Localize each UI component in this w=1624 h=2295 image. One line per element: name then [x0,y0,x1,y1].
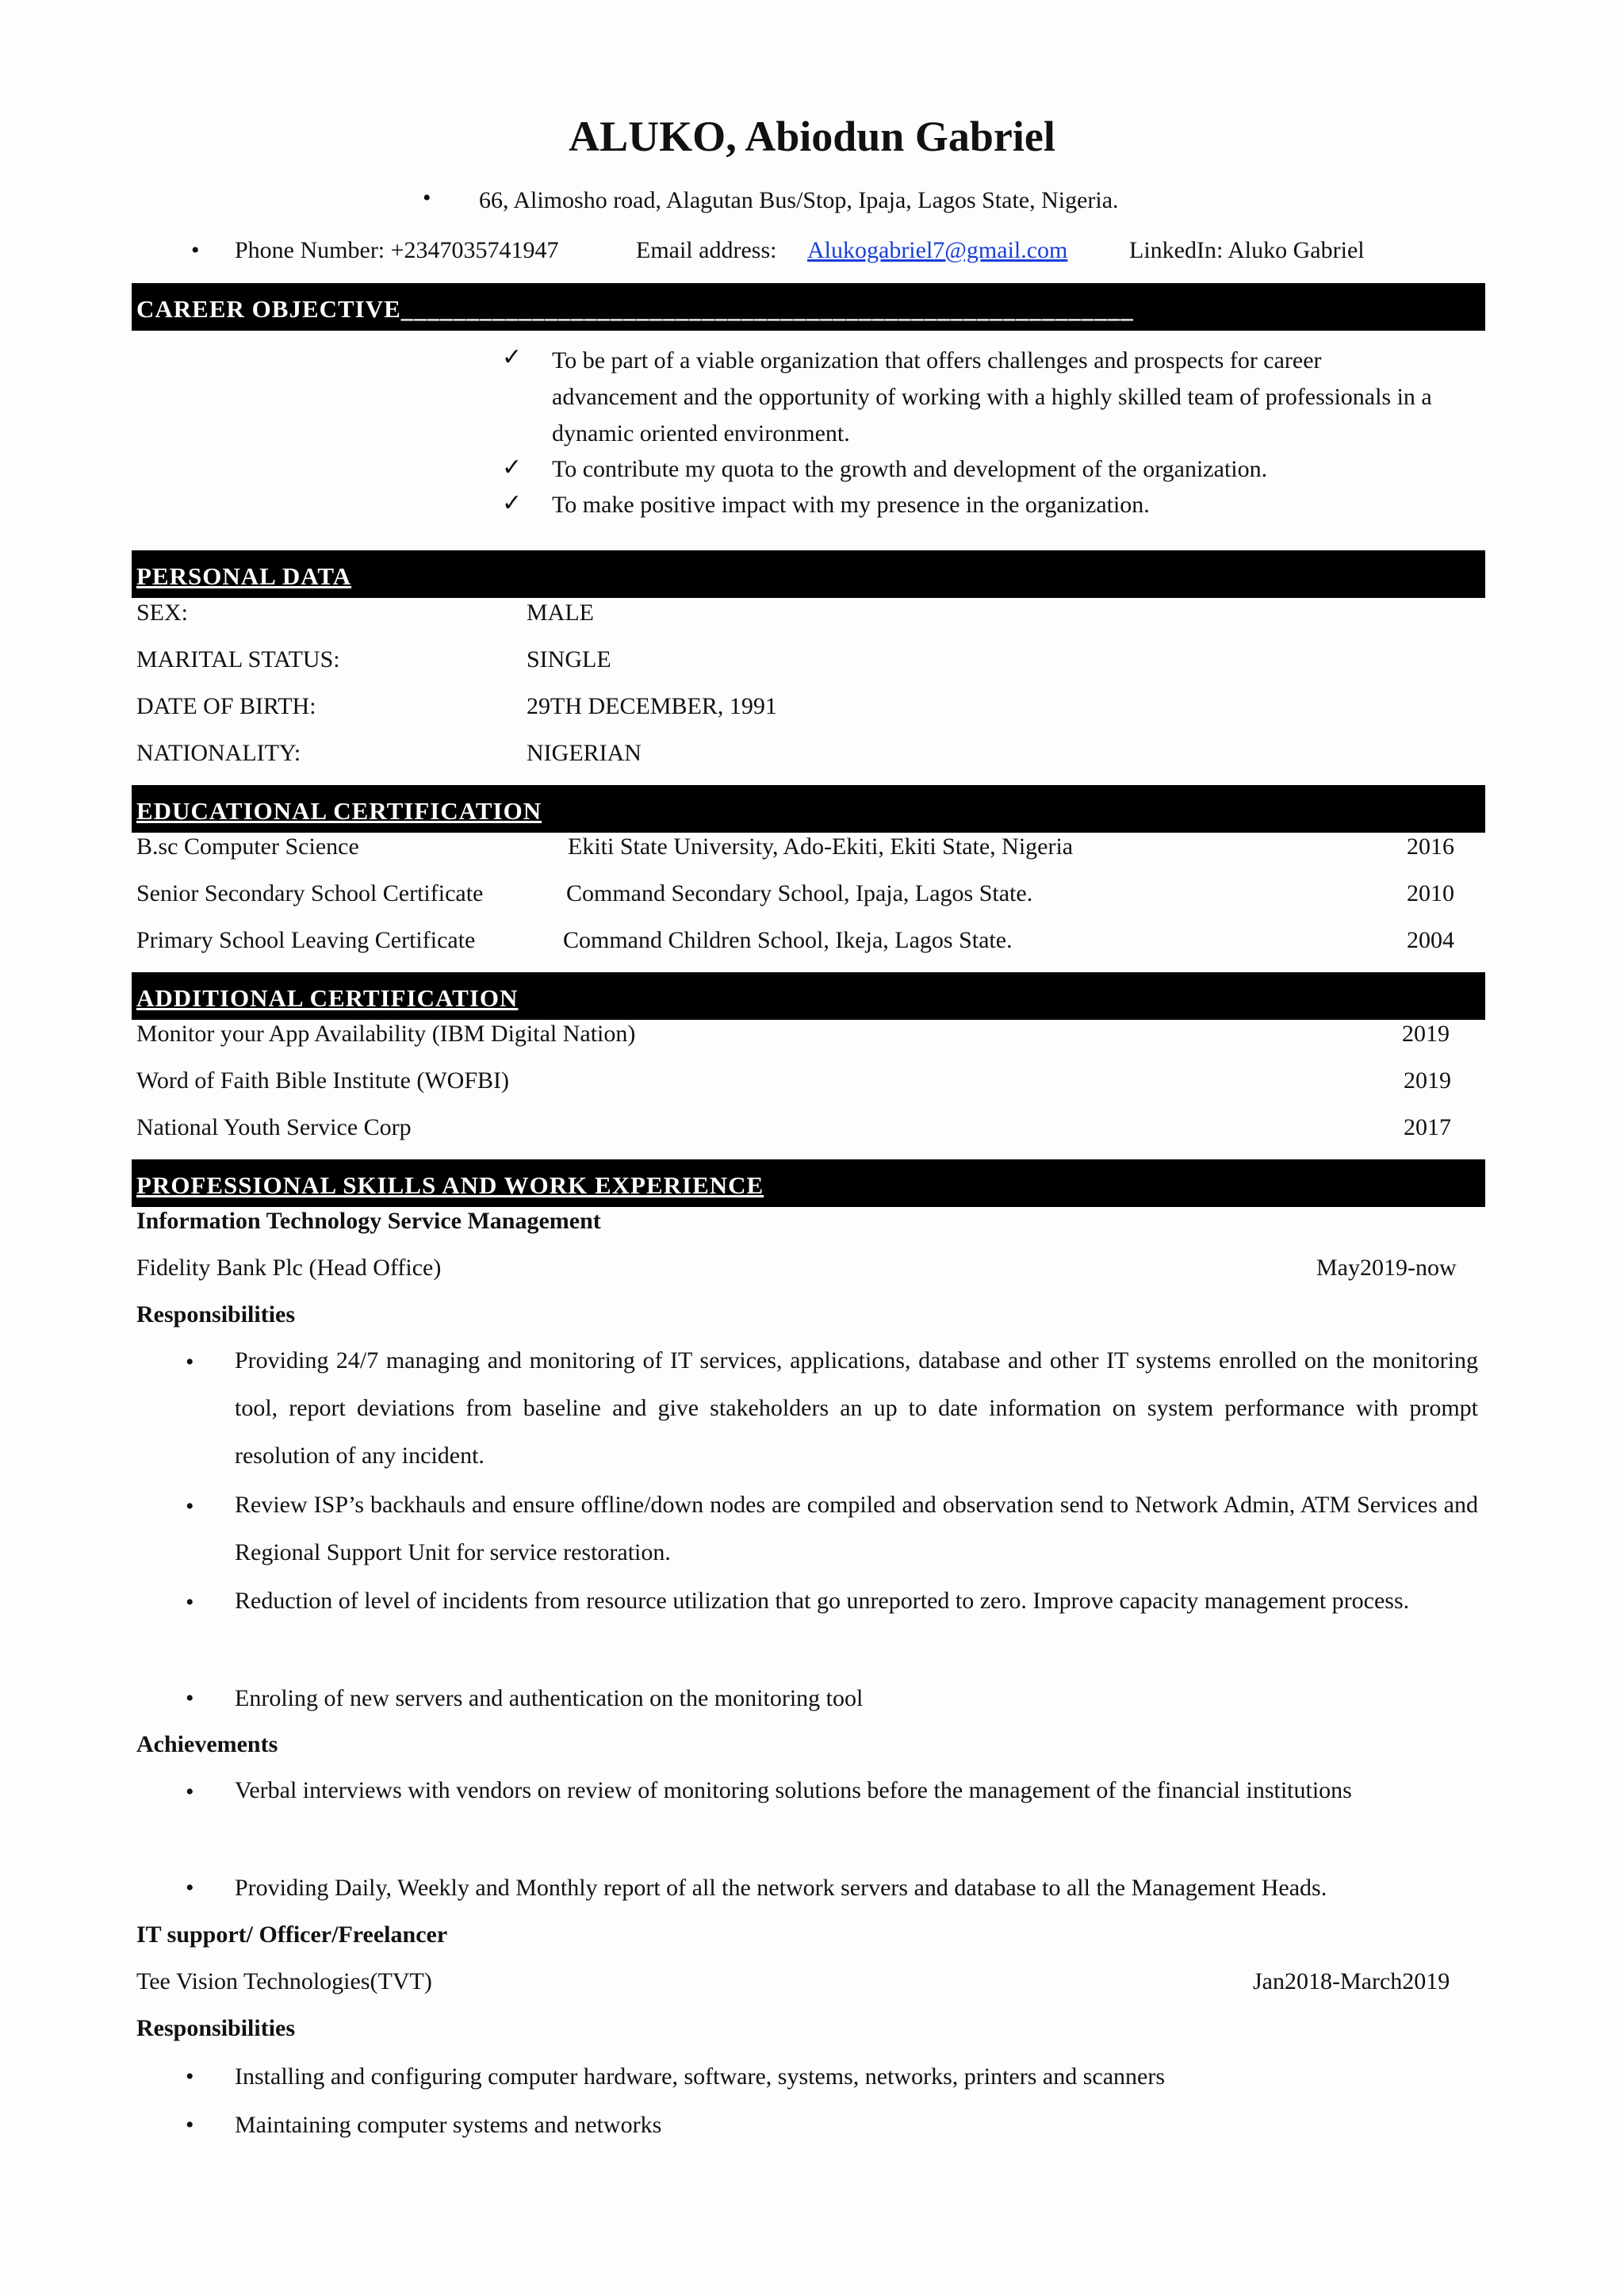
bullet-icon: • [191,237,200,263]
add-year: 2017 [1404,1114,1451,1140]
personal-value: 29TH DECEMBER, 1991 [527,693,777,719]
bullet-icon: • [186,1349,194,1375]
add-cert: Word of Faith Bible Institute (WOFBI) [136,1067,510,1094]
check-icon: ✓ [502,454,523,481]
achievement-item: Providing Daily, Weekly and Monthly report of all the network servers and database to all the Management Heads. [235,1875,1327,1901]
add-cert: Monitor your App Availability (IBM Digital Nation) [136,1021,636,1047]
bullet-icon: • [186,1875,194,1901]
period: Jan2018-March2019 [1253,1968,1450,1994]
personal-value: SINGLE [527,646,611,672]
additional-heading: ADDITIONAL CERTIFICATION [132,972,1485,1020]
personal-data-heading: PERSONAL DATA [132,550,1485,598]
address: 66, Alimosho road, Alagutan Bus/Stop, Ipaja, Lagos State, Nigeria. [479,187,1119,213]
objective-item: To make positive impact with my presence in the organization. [552,492,1150,518]
personal-value: NIGERIAN [527,740,642,766]
responsibilities-heading: Responsibilities [136,2015,296,2041]
company: Tee Vision Technologies(TVT) [136,1968,432,1994]
job-title: Information Technology Service Management [136,1208,601,1234]
responsibility-item: Reduction of level of incidents from resource utilization that go unreported to zero. Improve capacity management process. [235,1588,1410,1614]
edu-school: Command Children School, Ikeja, Lagos State. [563,927,1013,953]
achievements-heading: Achievements [136,1731,278,1757]
personal-label: NATIONALITY: [136,740,301,766]
career-objective-heading: CAREER OBJECTIVE________________________________________________________ [132,283,1485,331]
bullet-icon: • [186,1589,194,1615]
add-year: 2019 [1404,1067,1451,1094]
objective-item: To contribute my quota to the growth and development of the organization. [552,456,1268,482]
edu-year: 2010 [1407,880,1454,906]
edu-cert: Primary School Leaving Certificate [136,927,476,953]
company: Fidelity Bank Plc (Head Office) [136,1255,442,1281]
personal-value: MALE [527,600,594,626]
phone-number: Phone Number: +2347035741947 [235,237,559,263]
objective-item: To be part of a viable organization that offers challenges and prospects for career advancement and the opportunity of working with a highly skilled team of professionals in a dynamic oriented environment. [552,347,1432,446]
edu-school: Command Secondary School, Ipaja, Lagos State. [566,880,1033,906]
check-icon: ✓ [502,490,523,516]
responsibility-item: Enroling of new servers and authentication on the monitoring tool [235,1685,864,1711]
personal-label: MARITAL STATUS: [136,646,340,672]
education-heading: EDUCATIONAL CERTIFICATION [132,785,1485,833]
responsibility-item: Providing 24/7 managing and monitoring of IT services, applications, database and other IT systems enrolled on the monitoring tool, report deviations from baseline and give stakeholders an up to date information on system performance with prompt resolution of any incident. [235,1347,1478,1469]
bullet-icon: • [186,2063,194,2090]
edu-year: 2016 [1407,833,1454,860]
edu-year: 2004 [1407,927,1454,953]
email-link[interactable]: Alukogabriel7@gmail.com [807,237,1068,263]
add-year: 2019 [1402,1021,1450,1047]
edu-school: Ekiti State University, Ado-Ekiti, Ekiti State, Nigeria [568,833,1074,860]
email-label: Email address: [636,237,777,263]
responsibilities-heading: Responsibilities [136,1301,296,1328]
achievement-item: Verbal interviews with vendors on review of monitoring solutions before the management of the financial institutions [235,1777,1352,1803]
job-title: IT support/ Officer/Freelancer [136,1921,448,1948]
bullet-icon: • [186,1779,194,1805]
check-icon: ✓ [502,344,523,370]
period: May2019-now [1316,1255,1457,1281]
responsibility-item: Maintaining computer systems and networks [235,2112,662,2138]
linkedin: LinkedIn: Aluko Gabriel [1129,237,1365,263]
edu-cert: Senior Secondary School Certificate [136,880,484,906]
responsibility-item: Installing and configuring computer hardware, software, systems, networks, printers and scanners [235,2063,1166,2090]
add-cert: National Youth Service Corp [136,1114,412,1140]
experience-heading: PROFESSIONAL SKILLS AND WORK EXPERIENCE [132,1159,1485,1207]
bullet-icon: • [186,1685,194,1711]
responsibility-item: Review ISP’s backhauls and ensure offline/down nodes are compiled and observation send to Network Admin, ATM Services and Regional Support Unit for service restoration. [235,1492,1478,1565]
bullet-icon: • [423,185,431,211]
personal-label: DATE OF BIRTH: [136,693,316,719]
bullet-icon: • [186,1493,194,1519]
candidate-name: ALUKO, Abiodun Gabriel [569,113,1055,160]
personal-label: SEX: [136,600,189,626]
edu-cert: B.sc Computer Science [136,833,359,860]
bullet-icon: • [186,2112,194,2138]
